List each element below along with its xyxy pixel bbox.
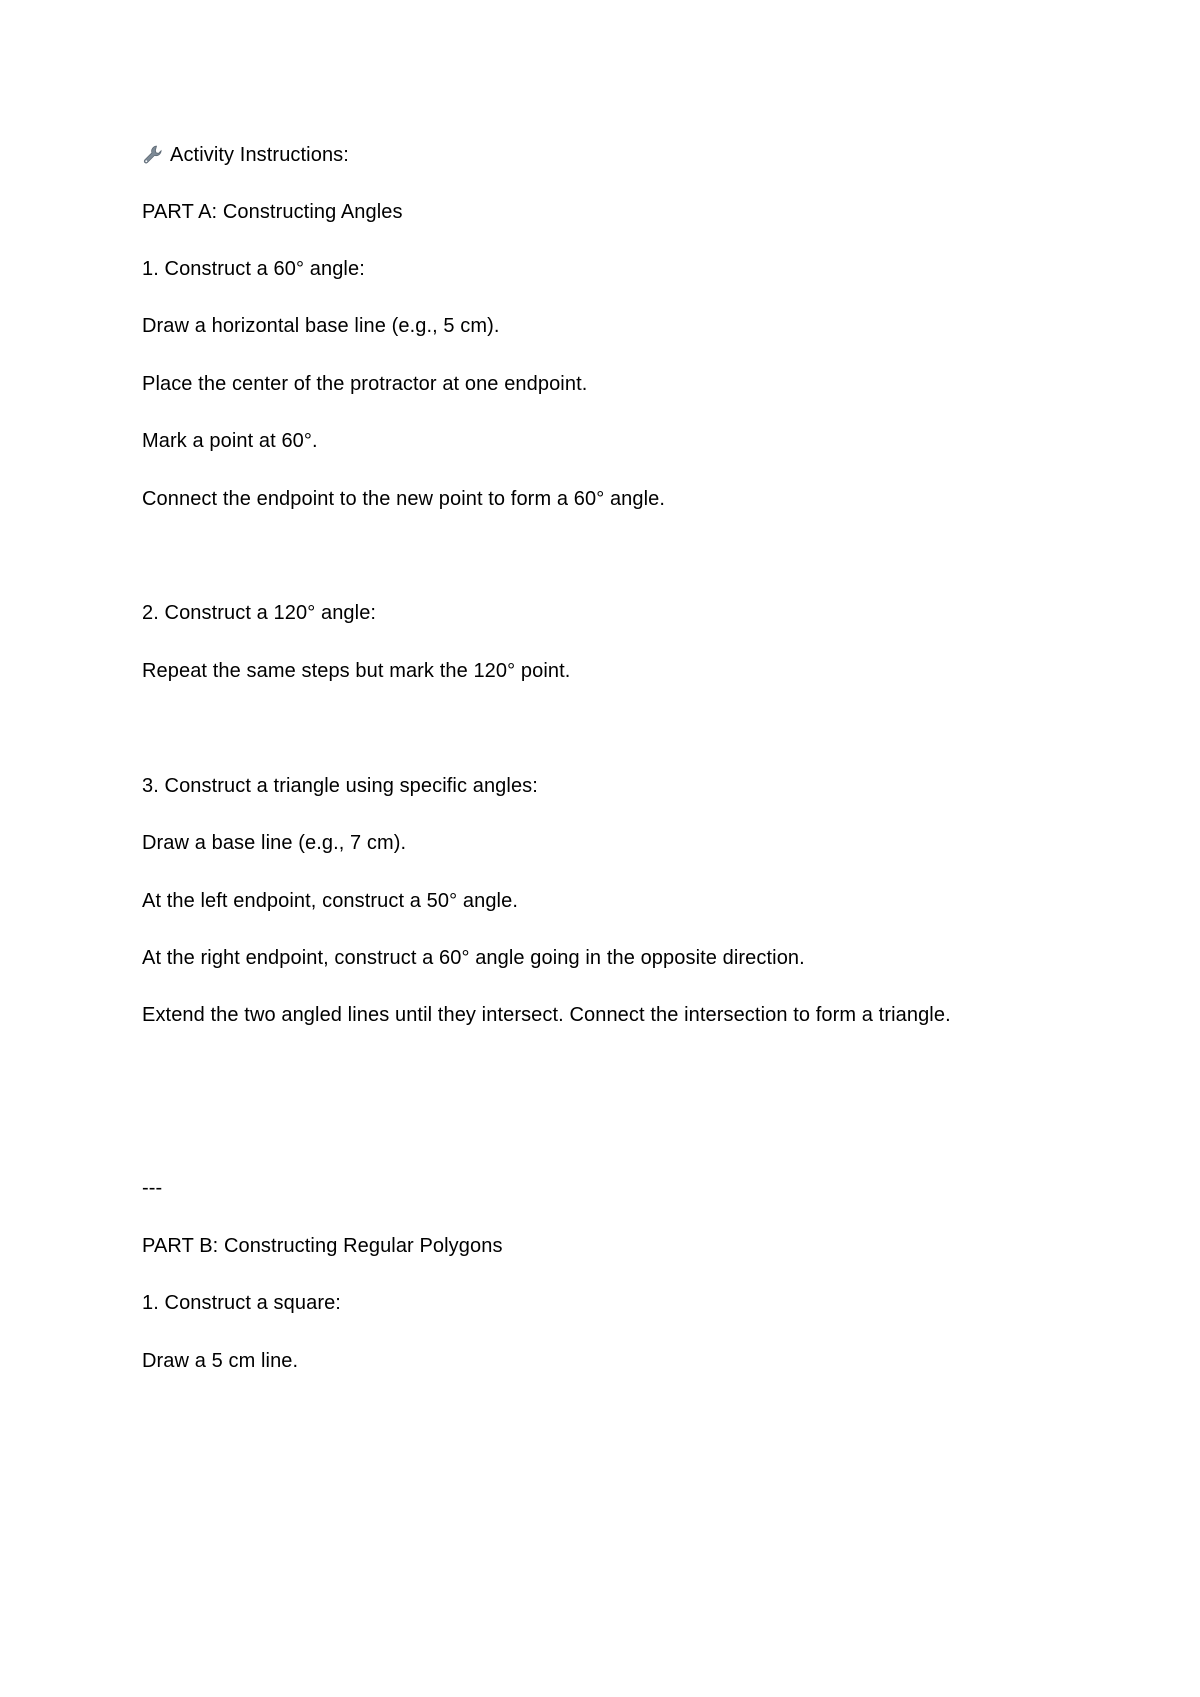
part-a-step3-line: At the right endpoint, construct a 60° angle going in the opposite direction. [142, 947, 805, 969]
part-b-step1-title: 1. Construct a square: [142, 1292, 341, 1314]
part-a-step1-line: Connect the endpoint to the new point to form a 60° angle. [142, 488, 666, 510]
part-a-step1-line: Draw a horizontal base line (e.g., 5 cm). [142, 315, 500, 337]
part-a-step3-line: Extend the two angled lines until they intersect. Connect the intersection to form a triangle. [142, 1004, 951, 1026]
activity-heading [142, 143, 349, 167]
part-a-step3-line: At the left endpoint, construct a 50° angle. [142, 890, 518, 912]
part-a-step1-line: Place the center of the protractor at one endpoint. [142, 373, 588, 395]
activity-heading-text: Activity Instructions: [170, 144, 349, 166]
part-b-step1-line: Draw a 5 cm line. [142, 1350, 299, 1372]
part-a-step3-line: Draw a base line (e.g., 7 cm). [142, 832, 407, 854]
part-a-title: PART A: Constructing Angles [142, 201, 403, 223]
part-b-title: PART B: Constructing Regular Polygons [142, 1235, 503, 1257]
part-a-step2-line: Repeat the same steps but mark the 120° point. [142, 660, 571, 682]
part-a-step3-title: 3. Construct a triangle using specific angles: [142, 775, 538, 797]
section-separator: --- [142, 1177, 163, 1199]
part-a-step2-title: 2. Construct a 120° angle: [142, 602, 377, 624]
part-a-step1-title: 1. Construct a 60° angle: [142, 258, 365, 280]
part-a-step1-line: Mark a point at 60°. [142, 430, 318, 452]
wrench-icon [142, 144, 164, 166]
